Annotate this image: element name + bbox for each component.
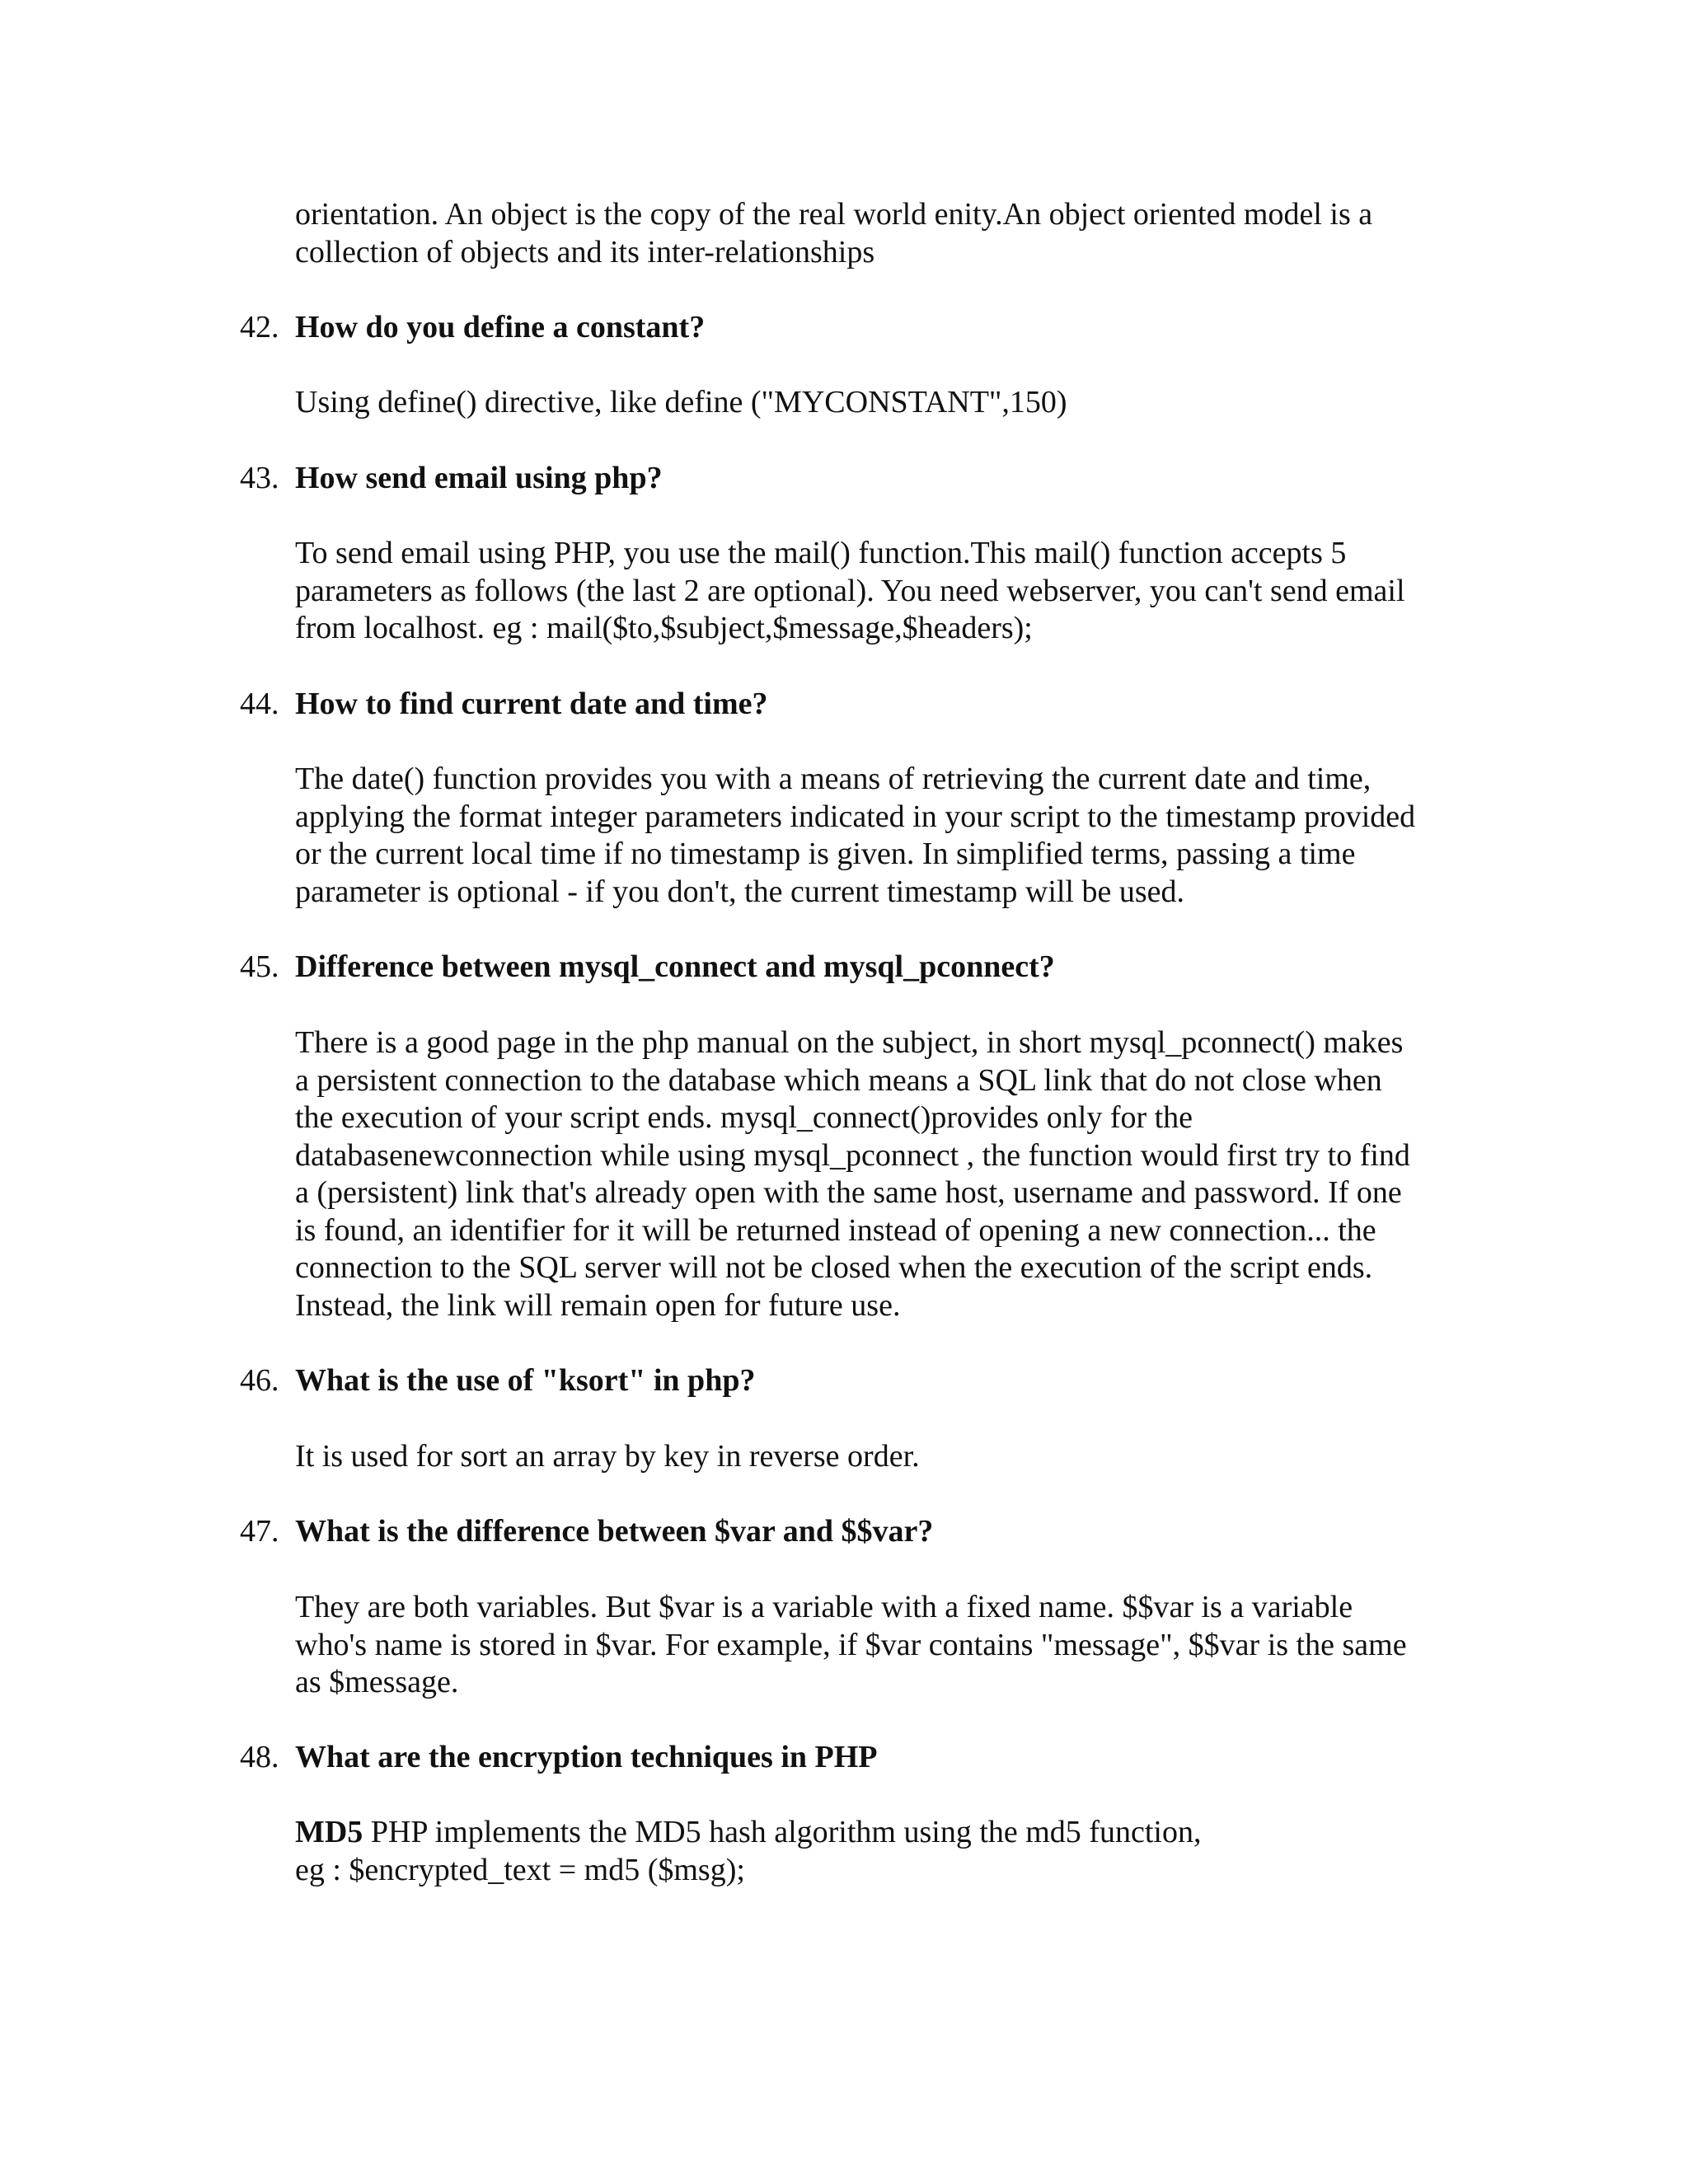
question-number: 44. — [240, 687, 279, 721]
text-line: Using define() directive, like define ("MYCONSTANT",150) — [295, 385, 1067, 419]
question-number: 43. — [240, 461, 279, 495]
question-heading — [240, 460, 663, 498]
text-line: parameter is optional - if you don't, the current timestamp will be used. — [295, 874, 1185, 909]
text-line: collection of objects and its inter-relationships — [295, 234, 875, 269]
text-span: PHP implements the MD5 hash algorithm using the md5 function, — [363, 1815, 1202, 1849]
text-line: parameters as follows (the last 2 are optional). You need webserver, you can't send email — [295, 573, 1405, 608]
text-line: or the current local time if no timestamp is given. In simplified terms, passing a time — [295, 837, 1356, 871]
question-number: 42. — [240, 310, 279, 344]
answer-paragraph — [295, 535, 1482, 648]
text-line: eg : $encrypted_text = md5 ($msg); — [295, 1852, 745, 1887]
text-line — [295, 1814, 1482, 1852]
question-heading — [240, 1739, 878, 1777]
text-line: the execution of your script ends. mysql_connect()provides only for the — [295, 1100, 1193, 1135]
question-number: 45. — [240, 949, 279, 984]
question-heading — [240, 686, 768, 724]
question-number: 46. — [240, 1363, 279, 1398]
text-line: orientation. An object is the copy of the real world enity.An object oriented model is a — [295, 197, 1373, 232]
question-number: 48. — [240, 1740, 279, 1774]
question-text: How to find current date and time? — [295, 687, 768, 721]
question-text: How send email using php? — [295, 461, 663, 495]
text-line: There is a good page in the php manual on the subject, in short mysql_pconnect() makes — [295, 1025, 1404, 1060]
text-line: who's name is stored in $var. For example, if $var contains "message", $$var is the same — [295, 1627, 1407, 1662]
question-text: What is the use of "ksort" in php? — [295, 1363, 756, 1398]
answer-paragraph — [295, 1438, 1482, 1476]
text-line: a persistent connection to the database which means a SQL link that do not close when — [295, 1062, 1382, 1098]
text-line: The date() function provides you with a means of retrieving the current date and time, — [295, 762, 1372, 796]
text-line: databasenewconnection while using mysql_pconnect , the function would first try to find — [295, 1137, 1410, 1173]
question-heading — [240, 1362, 755, 1400]
question-heading — [240, 309, 705, 347]
question-heading — [240, 949, 1055, 987]
question-text: What is the difference between $var and $$var? — [295, 1514, 934, 1549]
text-line: applying the format integer parameters indicated in your script to the timestamp provided — [295, 799, 1416, 834]
text-line: as $message. — [295, 1665, 459, 1699]
answer-paragraph — [295, 1589, 1482, 1702]
text-line: connection to the SQL server will not be closed when the execution of the script ends. — [295, 1250, 1373, 1285]
answer-paragraph — [295, 384, 1482, 422]
question-text: How do you define a constant? — [295, 310, 706, 344]
answer-paragraph — [295, 761, 1482, 911]
question-heading — [240, 1513, 933, 1551]
answer-paragraph — [295, 1024, 1482, 1324]
answer-paragraph — [295, 1814, 1482, 1889]
bold-term: MD5 — [295, 1815, 363, 1849]
intro-paragraph — [295, 196, 1482, 271]
text-line: a (persistent) link that's already open with the same host, username and password. If one — [295, 1175, 1402, 1210]
text-line: It is used for sort an array by key in reverse order. — [295, 1439, 920, 1474]
text-line: Instead, the link will remain open for future use. — [295, 1287, 901, 1323]
text-line: They are both variables. But $var is a variable with a fixed name. $$var is a variable — [295, 1590, 1353, 1624]
text-line: To send email using PHP, you use the mail() function.This mail() function accepts 5 — [295, 536, 1347, 570]
text-line: from localhost. eg : mail($to,$subject,$message,$headers); — [295, 611, 1033, 645]
text-line: is found, an identifier for it will be returned instead of opening a new connection... the — [295, 1212, 1376, 1248]
question-text: Difference between mysql_connect and mysql_pconnect? — [295, 949, 1055, 984]
question-number: 47. — [240, 1514, 279, 1549]
question-text: What are the encryption techniques in PHP — [295, 1740, 878, 1774]
